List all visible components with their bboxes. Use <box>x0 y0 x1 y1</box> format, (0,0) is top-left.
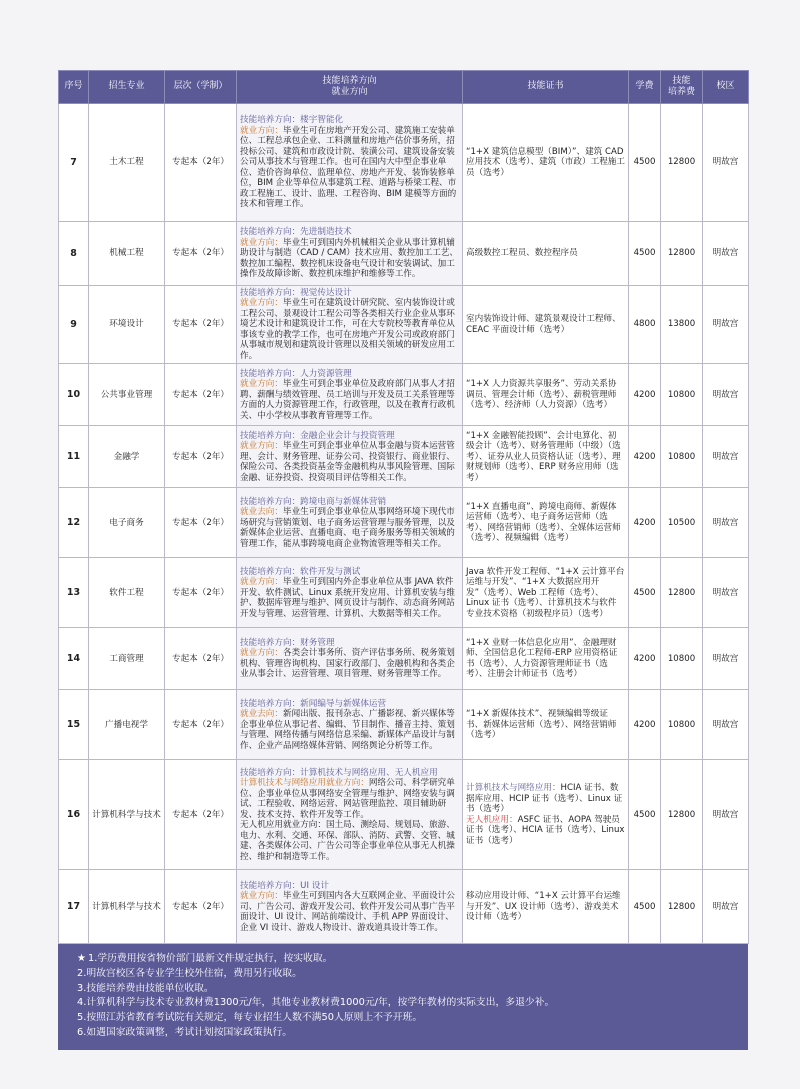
direction-line <box>240 431 459 441</box>
job-label: 就业方向： <box>240 648 283 659</box>
job-line <box>240 379 459 421</box>
note-line: 3.技能培养费由技能单位收取。 <box>77 982 214 994</box>
row-direction <box>237 628 463 690</box>
row-index: 12 <box>59 488 89 558</box>
direction-label: 技能培养方向： <box>240 496 301 507</box>
row-level: 专起本（2年） <box>165 690 237 760</box>
row-major: 公共事业管理 <box>89 364 165 426</box>
row-major: 机械工程 <box>89 222 165 286</box>
job-line <box>240 298 459 361</box>
row-index: 7 <box>59 104 89 222</box>
row-fee: 4800 <box>629 286 661 364</box>
direction-value: 金融企业会计与投资管理 <box>300 430 395 441</box>
row-skill-fee: 12800 <box>661 104 703 222</box>
row-campus: 明故宫 <box>703 364 749 426</box>
direction-value: 楼宇智能化 <box>300 115 344 126</box>
job-label: 就业去向： <box>240 709 283 720</box>
row-level: 专起本（2年） <box>165 760 237 870</box>
row-campus: 明故宫 <box>703 286 749 364</box>
row-major: 计算机科学与技术 <box>89 870 165 944</box>
direction-value: 人力资源管理 <box>300 368 352 379</box>
row-skill-fee: 13800 <box>661 286 703 364</box>
row-index: 9 <box>59 286 89 364</box>
job-label: 就业去向： <box>240 507 283 518</box>
row-skill-fee: 12800 <box>661 222 703 286</box>
job-line <box>240 648 459 679</box>
direction-line <box>240 699 459 709</box>
direction-value: 计算机技术与网络应用、无人机应用 <box>300 767 438 778</box>
row-cert: Java 软件开发工程师、“1+X 云计算平台运维与开发”、“1+X 大数据应用开发”（选考）、Web 工程师（选考）、Linux 证书（选考）、计算机技术与软件专业技术资格（初级程序员）（选考） <box>463 558 629 628</box>
row-campus: 明故宫 <box>703 558 749 628</box>
row-fee: 4500 <box>629 104 661 222</box>
direction-value: 财务管理 <box>300 637 335 648</box>
row-campus: 明故宫 <box>703 690 749 760</box>
job-label: 就业方向： <box>240 891 283 902</box>
row-cert: “1+X 金融智能投顾”、会计电算化、初级会计（选考）、财务管理师（中级）（选考）、证券从业人员资格认证（选考）、理财规划师（选考）、ERP 财务应用师（选考） <box>463 426 629 488</box>
job-line <box>240 507 459 549</box>
row-campus: 明故宫 <box>703 222 749 286</box>
star-icon: ★ <box>77 953 86 965</box>
job-text: 新闻出版、报刊杂志、广播影视、新兴媒体等企事业单位从事记者、编辑、节目制作、播音主持、策划与管理、网络传播与网络信息采编、新媒体产品设计与制作、企业产品网络媒体营销、网络舆论分析等工作。 <box>240 709 455 751</box>
row-skill-fee: 10800 <box>661 628 703 690</box>
row-skill-fee: 10500 <box>661 488 703 558</box>
header-fee: 学费 <box>629 71 661 104</box>
job-text: 网络公司、科学研究单位、企事业单位从事网络安全管理与维护、网络安装与调试、工程验收、网络运营、网站管理监控、项目辅助研发、技术支持、软件开发等工作。 <box>240 778 455 820</box>
row-major: 电子商务 <box>89 488 165 558</box>
direction-label: 技能培养方向： <box>240 288 301 298</box>
direction-value: 先进制造技术 <box>300 227 352 238</box>
row-level: 专起本（2年） <box>165 222 237 286</box>
cert-label-1: 计算机技术与网络应用： <box>466 783 561 794</box>
cert-line-1 <box>466 783 625 814</box>
job2-line: 无人机应用就业方向：国土局、测绘局、规划局、旅游、电力、水利、交通、环保、部队、消防、武警、交管、城建、各类媒体公司、广告公司等企事业单位从事无人机操控、维护和制造等工作。 <box>240 820 455 862</box>
direction-label: 技能培养方向： <box>240 368 301 379</box>
direction-line <box>240 369 459 379</box>
row-cert: 移动应用设计师、“1+X 云计算平台运维与开发”、UX 设计师（选考）、游戏美术设计师（选考） <box>463 870 629 944</box>
row-fee: 4500 <box>629 760 661 870</box>
job-text: 毕业生可到国内各大互联网企业、平面设计公司、广告公司、游戏开发公司、软件开发公司从事广告平面设计、UI 设计、网站前端设计、手机 APP 界面设计、企业 VI 设计、游戏人物设计、游戏道具设计等工作。 <box>240 891 455 933</box>
row-major: 软件工程 <box>89 558 165 628</box>
row-fee: 4200 <box>629 690 661 760</box>
table-row <box>59 104 749 222</box>
row-index: 14 <box>59 628 89 690</box>
table-row <box>59 690 749 760</box>
direction-value: 跨境电商与新媒体营销 <box>300 496 387 507</box>
row-index: 8 <box>59 222 89 286</box>
row-skill-fee: 12800 <box>661 760 703 870</box>
job-line <box>240 577 459 619</box>
direction-value: 软件开发与测试 <box>300 566 361 577</box>
row-campus: 明故宫 <box>703 870 749 944</box>
row-major: 计算机科学与技术 <box>89 760 165 870</box>
job-line <box>240 238 459 280</box>
row-fee: 4500 <box>629 222 661 286</box>
row-skill-fee: 10800 <box>661 426 703 488</box>
row-fee: 4200 <box>629 628 661 690</box>
job-text: 各类会计事务所、资产评估事务所、税务策划机构、管理咨询机构、国家行政部门、金融机构和各类企业从事会计、运营管理、项目管理、财务管理等工作。 <box>240 648 455 680</box>
header-campus: 校区 <box>703 71 749 104</box>
row-direction <box>237 222 463 286</box>
row-direction <box>237 426 463 488</box>
note-line: 6.如遇国家政策调整，考试计划按国家政策执行。 <box>77 1026 293 1038</box>
row-direction <box>237 364 463 426</box>
row-major: 广播电视学 <box>89 690 165 760</box>
row-skill-fee: 10800 <box>661 364 703 426</box>
job-label: 计算机技术与网络应用就业方向： <box>240 778 369 789</box>
job-line <box>240 709 459 751</box>
job-label: 就业方向： <box>240 379 283 390</box>
direction-label: 技能培养方向： <box>240 115 301 126</box>
table-row <box>59 286 749 364</box>
row-cert <box>463 760 629 870</box>
row-direction <box>237 286 463 364</box>
job-text: 毕业生可到企事业单位及政府部门从事人才招聘、薪酬与绩效管理、员工培训与开发及员工关系管理等方面的人力资源管理工作，行政管理，以及在教育行政机关、中小学校从事教育管理等工作。 <box>240 379 455 421</box>
enrollment-table-sheet <box>58 70 748 1050</box>
direction-value: 视觉传达设计 <box>300 288 352 298</box>
enrollment-table <box>58 70 749 944</box>
table-row <box>59 364 749 426</box>
row-index: 17 <box>59 870 89 944</box>
header-major: 招生专业 <box>89 71 165 104</box>
job-text: 毕业生可到国内外企事业单位从事 JAVA 软件开发、软件测试、Linux 系统开发应用、计算机安装与维护、数据库管理与维护、网页设计与制作、动态商务网站开发与管理、运营管理、计算机、大数据等相关工作。 <box>240 577 455 619</box>
header-cert: 技能证书 <box>463 71 629 104</box>
row-cert: 高级数控工程员、数控程序员 <box>463 222 629 286</box>
table-row <box>59 628 749 690</box>
row-level: 专起本（2年） <box>165 364 237 426</box>
header-skill-fee-line2: 培养费 <box>667 87 695 97</box>
job-label: 就业方向： <box>240 298 283 309</box>
note-text: 1.学历费用按省物价部门最新文件规定执行，按实收取。 <box>87 953 333 965</box>
row-cert: “1+X 新媒体技术”、视频编辑等级证书、新媒体运营师（选考）、网络营销师（选考） <box>463 690 629 760</box>
job-line <box>240 126 459 210</box>
job-text: 毕业生可在房地产开发公司、建筑施工安装单位、工程总承包企业、工料测量和房地产估价事务所，招投标公司、建筑和市政设计院、装潢公司、建筑设备安装公司从事技术与管理工作。也可在国内大中型企事业单位、造价咨询单位、监理单位、房地产开发、装饰装修单位，BIM 企业等单位从事建筑工程、道路与桥梁工程、市政工程施工、设计、监理、工程咨询、BIM 建模等方面的技术和管理工作。 <box>240 125 457 210</box>
row-direction <box>237 488 463 558</box>
table-row <box>59 488 749 558</box>
row-direction <box>237 690 463 760</box>
direction-value: 新闻编导与新媒体运营 <box>300 698 387 709</box>
row-cert: “1+X 业财一体信息化应用”、金融理财师、全国信息化工程师-ERP 应用资格证书（选考）、人力资源管理师证书（选考）、注册会计师证书（选考） <box>463 628 629 690</box>
header-skill-fee <box>661 71 703 104</box>
direction-label: 技能培养方向： <box>240 566 301 577</box>
direction-line <box>240 497 459 507</box>
row-major: 土木工程 <box>89 104 165 222</box>
cert-text-2: ASFC 证书、AOPA 驾驶员证书（选考）、HCIA 证书（选考）、Linux 证书（选考） <box>466 814 625 846</box>
table-body <box>59 104 749 944</box>
row-level: 专起本（2年） <box>165 488 237 558</box>
direction-label: 技能培养方向： <box>240 698 301 709</box>
direction-label: 技能培养方向： <box>240 767 301 778</box>
row-level: 专起本（2年） <box>165 628 237 690</box>
direction-label: 技能培养方向： <box>240 880 301 891</box>
table-row <box>59 222 749 286</box>
row-skill-fee: 12800 <box>661 558 703 628</box>
row-cert: “1+X 直播电商”、跨境电商师、新媒体运营师（选考）、电子商务运营师（选考）、网络营销师（选考）、全媒体运营师（选考）、视频编辑（选考） <box>463 488 629 558</box>
row-level: 专起本（2年） <box>165 870 237 944</box>
row-major: 环境设计 <box>89 286 165 364</box>
note-line: 5.按照江苏省教育考试院有关规定，每专业招生人数不满50人原则上不予开班。 <box>77 1012 423 1024</box>
table-row <box>59 558 749 628</box>
table-header-row <box>59 71 749 104</box>
row-skill-fee: 12800 <box>661 870 703 944</box>
row-direction <box>237 870 463 944</box>
row-index: 16 <box>59 760 89 870</box>
table-row <box>59 870 749 944</box>
row-index: 15 <box>59 690 89 760</box>
direction-label: 技能培养方向： <box>240 430 301 441</box>
row-direction <box>237 760 463 870</box>
cert-label-2: 无人机应用： <box>466 814 518 825</box>
note-line <box>77 951 737 967</box>
direction-line <box>240 638 459 648</box>
row-cert: “1+X 建筑信息模型（BIM）”、建筑 CAD 应用技术（选考）、建筑（市政）工程施工员（选考） <box>463 104 629 222</box>
direction-value: UI 设计 <box>300 880 329 891</box>
row-fee: 4200 <box>629 488 661 558</box>
row-fee: 4200 <box>629 364 661 426</box>
row-major: 金融学 <box>89 426 165 488</box>
job-line <box>240 891 459 933</box>
job-text: 毕业生可到国内外机械相关企业从事计算机辅助设计与制造（CAD / CAM）技术应用、数控加工工艺、数控加工编程、数控机床设备电气设计和安装调试、加工操作及故障诊断、数控机床维护和维修等工作。 <box>240 237 459 280</box>
direction-line <box>240 881 459 891</box>
job-label: 就业方向： <box>240 237 283 248</box>
row-cert: “1+X 人力资源共享服务”、劳动关系协调员、管理会计师（选考）、薪税管理师（选考）、经济师（人力资源）（选考） <box>463 364 629 426</box>
row-campus: 明故宫 <box>703 488 749 558</box>
direction-line <box>240 768 459 778</box>
direction-label: 技能培养方向： <box>240 227 301 238</box>
job-text: 毕业生可在建筑设计研究院、室内装饰设计或工程公司、景观设计工程公司等各类相关行业企业从事环境艺术设计和建筑设计工作，可在大专院校等教育单位从事该专业的教学工作，也可在房地产开发公司或政府部门从事城市规划和建筑设计管理以及相关领域的研发应用工作。 <box>240 298 455 361</box>
job-line <box>240 778 459 820</box>
note-line: 2.明故宫校区各专业学生校外住宿，费用另行收取。 <box>77 968 302 980</box>
row-fee: 4500 <box>629 558 661 628</box>
notes-panel <box>58 944 748 1049</box>
row-campus: 明故宫 <box>703 628 749 690</box>
row-skill-fee: 10800 <box>661 690 703 760</box>
row-major: 工商管理 <box>89 628 165 690</box>
direction-line <box>240 115 459 125</box>
job-text: 毕业生可到企事业单位从事金融与资本运营管理、会计、财务管理、证券公司、投资银行、商业银行、保险公司、各类投资基金等金融机构从事风险管理、国际金融、证券投资、投资项目评估等相关工作。 <box>240 441 455 483</box>
cert-line-2 <box>466 815 625 846</box>
direction-line <box>240 227 459 237</box>
row-index: 11 <box>59 426 89 488</box>
header-skill-fee-line1: 技能 <box>672 75 691 86</box>
row-campus: 明故宫 <box>703 760 749 870</box>
row-level: 专起本（2年） <box>165 558 237 628</box>
job-line <box>240 441 459 483</box>
table-row <box>59 426 749 488</box>
row-level: 专起本（2年） <box>165 286 237 364</box>
header-direction <box>237 71 463 104</box>
row-level: 专起本（2年） <box>165 426 237 488</box>
row-campus: 明故宫 <box>703 426 749 488</box>
job-text: 毕业生可到企事业单位从事网络环境下现代市场研究与营销策划、电子商务运营管理与服务管理，以及新媒体企业运营、直播电商、电子商务服务等相关领域的管理工作，能从事跨境电商企业物流管理等相关工作。 <box>240 507 455 549</box>
row-direction <box>237 558 463 628</box>
table-row <box>59 760 749 870</box>
row-index: 10 <box>59 364 89 426</box>
row-index: 13 <box>59 558 89 628</box>
row-cert: 室内装饰设计师、建筑景观设计工程师、CEAC 平面设计师（选考） <box>463 286 629 364</box>
header-index: 序号 <box>59 71 89 104</box>
job-label: 就业方向： <box>240 577 283 588</box>
row-level: 专起本（2年） <box>165 104 237 222</box>
direction-line <box>240 567 459 577</box>
note-line: 4.计算机科学与技术专业教材费1300元/年，其他专业教材费1000元/年，按学年教材的实际支出，多退少补。 <box>77 997 555 1009</box>
row-fee: 4500 <box>629 870 661 944</box>
header-level: 层次（学制） <box>165 71 237 104</box>
job-label: 就业方向： <box>240 125 283 136</box>
header-direction-line2: 就业方向 <box>331 87 368 97</box>
row-direction <box>237 104 463 222</box>
row-fee: 4200 <box>629 426 661 488</box>
job-label: 就业方向： <box>240 441 283 452</box>
direction-label: 技能培养方向： <box>240 637 301 648</box>
cert-text-1: HCIA 证书、数据库应用、HCIP 证书（选考）、Linux 证书（选考） <box>466 783 623 815</box>
header-direction-line1: 技能培养方向 <box>322 75 377 86</box>
direction-line <box>240 288 459 298</box>
row-campus: 明故宫 <box>703 104 749 222</box>
